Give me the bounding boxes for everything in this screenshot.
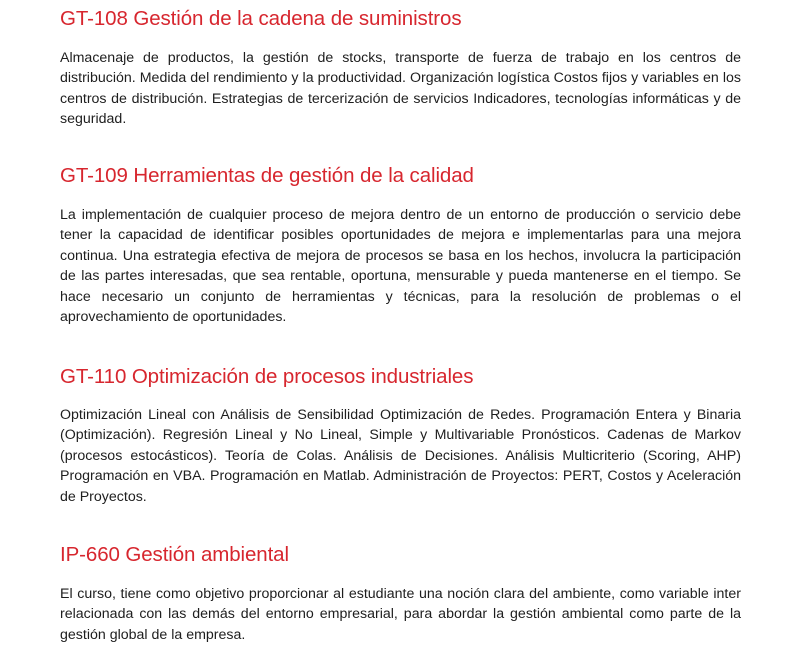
course-title: GT-110 Optimización de procesos industriales: [60, 365, 474, 388]
course-section-gt-110: [60, 364, 741, 507]
course-title: GT-109 Herramientas de gestión de la calidad: [60, 164, 474, 187]
course-description: Almacenaje de productos, la gestión de stocks, transporte de fuerza de trabajo en los centros de distribución. Medida del rendimiento y la productividad. Organización logística Costos fijos y variables en los centros de distribución. Estrategias de tercerización de servicios Indicadores, tecnologías informáticas y de seguridad.: [60, 50, 741, 128]
course-section-ip-660: [60, 542, 741, 645]
course-title: IP-660 Gestión ambiental: [60, 543, 289, 566]
course-section-gt-109: [60, 163, 741, 327]
course-description: Optimización Lineal con Análisis de Sensibilidad Optimización de Redes. Programación Entera y Binaria (Optimización). Regresión Lineal y No Lineal, Simple y Multivariable Pronósticos. Cadenas de Markov (procesos estocásticos). Teoría de Colas. Análisis de Decisiones. Análisis Multicriterio (Scoring, AHP) Programación en VBA. Programación en Matlab. Administración de Proyectos: PERT, Costos y Aceleración de Proyectos.: [60, 407, 741, 505]
course-description: La implementación de cualquier proceso de mejora dentro de un entorno de producción o servicio debe tener la capacidad de identificar posibles oportunidades de mejora e implementarlas para una mejora continua. Una estrategia efectiva de mejora de procesos se basa en los hechos, involucra la participación de las partes interesadas, que sea rentable, oportuna, mensurable y pueda mantenerse en el tiempo. Se hace necesario un conjunto de herramientas y técnicas, para la resolución de problemas o el aprovechamiento de oportunidades.: [60, 207, 741, 326]
course-description: El curso, tiene como objetivo proporcionar al estudiante una noción clara del ambiente, como variable inter relacionada con las demás del entorno empresarial, para abordar la gestión ambiental como parte de la gestión global de la empresa.: [60, 586, 741, 643]
course-title: GT-108 Gestión de la cadena de suministros: [60, 7, 462, 30]
course-section-gt-108: [60, 6, 741, 130]
